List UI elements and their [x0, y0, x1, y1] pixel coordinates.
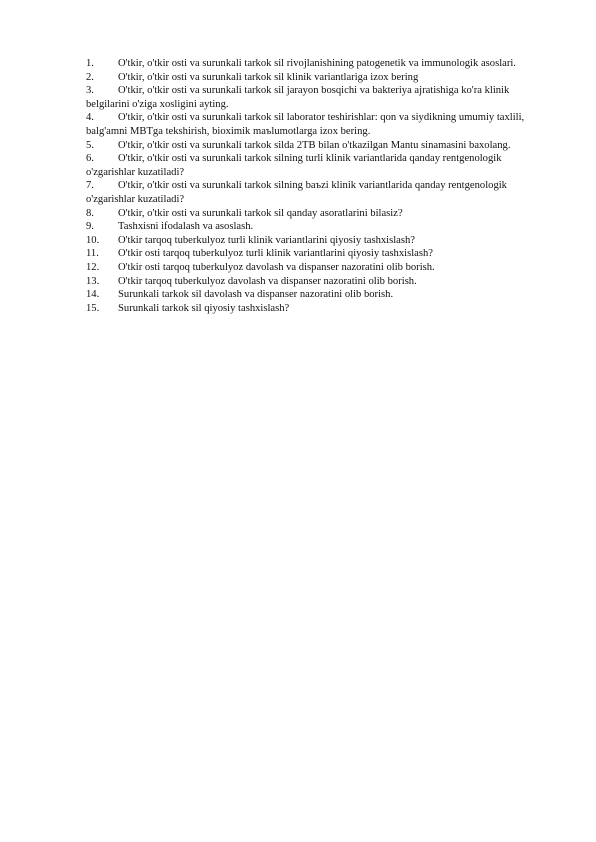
item-text: O'tkir, o'tkir osti va surunkali tarkok sil rivojlanishining patogenetik va immunologik asoslari. — [118, 58, 516, 69]
list-item — [86, 207, 538, 221]
item-number: 9. — [86, 221, 94, 233]
item-text: O'tkir, o'tkir osti va surunkali tarkok silda 2TB bilan o'tkazilgan Mantu sinamasini baxolang. — [118, 139, 511, 151]
list-item — [86, 71, 538, 85]
item-number: 7. — [86, 180, 94, 192]
item-text: O'tkir osti tarqoq tuberkulyoz davolash va dispanser nazoratini olib borish. — [118, 261, 435, 273]
item-number: 3. — [86, 85, 94, 97]
item-number: 13. — [86, 275, 100, 287]
item-text: Surunkali tarkok sil davolash va dispanser nazoratini olib borish. — [118, 289, 394, 301]
list-item — [86, 57, 538, 71]
list-item — [86, 111, 538, 138]
item-text: Tashxisni ifodalash va asoslash. — [118, 221, 254, 233]
item-number: 5. — [86, 139, 94, 151]
list-item — [86, 302, 538, 316]
item-text: O'tkir tarqoq tuberkulyoz davolash va dispanser nazoratini olib borish. — [118, 275, 417, 287]
item-number: 10. — [86, 234, 100, 246]
item-number: 4. — [86, 112, 94, 124]
item-text: O'tkir, o'tkir osti va surunkali tarkok silning turli klinik variantlarida qanday rentgenologik o'zgarishlar kuzatiladi? — [86, 153, 502, 178]
item-text: O'tkir, o'tkir osti va surunkali tarkok sil jarayon bosqichi va bakteriya ajratishiga ko'ra klinik belgilarini o'ziga xosligini ayting. — [86, 85, 510, 110]
item-number: 6. — [86, 153, 94, 165]
item-text: Surunkali tarkok sil qiyosiy tashxislash? — [118, 302, 290, 314]
item-text: O'tkir, o'tkir osti va surunkali tarkok sil laborator teshirishlar: qon va siydikning umumiy taxlili, balg'amni MBTga tekshirish, bioximik maъlumotlarga izox bering. — [86, 112, 525, 137]
item-text: O'tkir, o'tkir osti va surunkali tarkok sil qanday asoratlarini bilasiz? — [118, 207, 403, 219]
item-text: O'tkir, o'tkir osti va surunkali tarkok sil klinik variantlariga izox bering — [118, 71, 419, 83]
item-number: 11. — [86, 248, 99, 260]
item-text: O'tkir osti tarqoq tuberkulyoz turli klinik variantlarini qiyosiy tashxislash? — [118, 248, 433, 260]
item-number: 2. — [86, 71, 94, 83]
list-item — [86, 261, 538, 275]
item-number: 14. — [86, 289, 100, 301]
list-item — [86, 152, 538, 179]
list-item — [86, 179, 538, 206]
item-text: O'tkir, o'tkir osti va surunkali tarkok silning baъzi klinik variantlarida qanday rentgenologik o'zgarishlar kuzatiladi? — [86, 180, 507, 205]
list-item — [86, 288, 538, 302]
list-item — [86, 275, 538, 289]
item-number: 1. — [86, 58, 94, 69]
list-item — [86, 84, 538, 111]
item-number: 15. — [86, 302, 100, 314]
item-number: 8. — [86, 207, 94, 219]
question-list — [86, 57, 538, 315]
list-item — [86, 139, 538, 153]
list-item — [86, 234, 538, 248]
list-item — [86, 247, 538, 261]
item-text: O'tkir tarqoq tuberkulyoz turli klinik variantlarini qiyosiy tashxislash? — [118, 234, 416, 246]
list-item — [86, 220, 538, 234]
item-number: 12. — [86, 261, 100, 273]
